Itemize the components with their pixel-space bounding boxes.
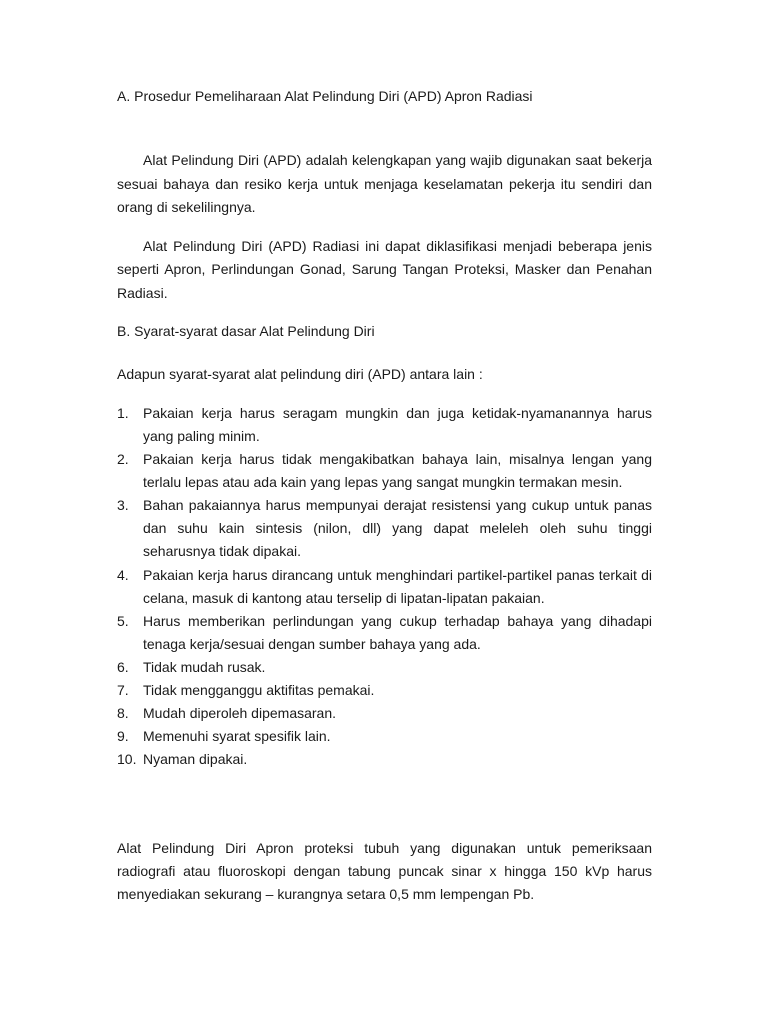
paragraph-3-line: radiografi atau fluoroskopi dengan tabung puncak sinar x hingga 150 kVp harus: [117, 863, 652, 879]
paragraph-1-line: Alat Pelindung Diri (APD) adalah kelengkapan yang wajib digunakan saat bekerja: [143, 152, 652, 168]
list-item-text: Tidak mudah rusak.: [143, 659, 266, 675]
list-item-number: 2.: [117, 451, 129, 467]
heading-a: A. Prosedur Pemeliharaan Alat Pelindung Diri (APD) Apron Radiasi: [117, 88, 533, 104]
paragraph-1-line: sesuai bahaya dan resiko kerja untuk menjaga keselamatan pekerja itu sendiri dan: [117, 176, 652, 192]
list-item-text: seharusnya tidak dipakai.: [143, 543, 301, 559]
list-item-text: Pakaian kerja harus seragam mungkin dan juga ketidak-nyamanannya harus: [143, 405, 652, 421]
list-item-number: 5.: [117, 613, 129, 629]
paragraph-3-line: Alat Pelindung Diri Apron proteksi tubuh yang digunakan untuk pemeriksaan: [117, 840, 652, 856]
list-item-text: dan suhu kain sintesis (nilon, dll) yang dapat meleleh oleh suhu tinggi: [143, 520, 652, 536]
list-item-text: Memenuhi syarat spesifik lain.: [143, 728, 331, 744]
list-item-text: terlalu lepas atau ada kain yang lepas yang sangat mungkin termakan mesin.: [143, 474, 623, 490]
list-item-number: 9.: [117, 728, 129, 744]
list-item-number: 8.: [117, 705, 129, 721]
paragraph-2-line: seperti Apron, Perlindungan Gonad, Sarung Tangan Proteksi, Masker dan Penahan: [117, 261, 652, 277]
list-item-text: tenaga kerja/sesuai dengan sumber bahaya yang ada.: [143, 636, 481, 652]
list-item-number: 3.: [117, 497, 129, 513]
list-item-number: 1.: [117, 405, 129, 421]
paragraph-2-line: Alat Pelindung Diri (APD) Radiasi ini dapat diklasifikasi menjadi beberapa jenis: [143, 238, 652, 254]
list-item-number: 7.: [117, 682, 129, 698]
list-item-text: Bahan pakaiannya harus mempunyai derajat resistensi yang cukup untuk panas: [143, 497, 652, 513]
paragraph-2-line: Radiasi.: [117, 285, 168, 301]
list-item-text: Pakaian kerja harus dirancang untuk menghindari partikel-partikel panas terkait di: [143, 567, 652, 583]
list-item-text: celana, masuk di kantong atau terselip di lipatan-lipatan pakaian.: [143, 590, 545, 606]
list-item-number: 6.: [117, 659, 129, 675]
paragraph-1-line: orang di sekelilingnya.: [117, 199, 256, 215]
list-item-number: 4.: [117, 567, 129, 583]
paragraph-3-line: menyediakan sekurang – kurangnya setara 0,5 mm lempengan Pb.: [117, 886, 535, 902]
list-item-text: Tidak mengganggu aktifitas pemakai.: [143, 682, 375, 698]
list-item-text: Nyaman dipakai.: [143, 751, 248, 767]
list-item-number: 10.: [117, 751, 137, 767]
list-item-text: yang paling minim.: [143, 428, 260, 444]
list-item-text: Pakaian kerja harus tidak mengakibatkan bahaya lain, misalnya lengan yang: [143, 451, 652, 467]
list-item-text: Mudah diperoleh dipemasaran.: [143, 705, 337, 721]
heading-b: B. Syarat-syarat dasar Alat Pelindung Diri: [117, 323, 375, 339]
list-item-text: Harus memberikan perlindungan yang cukup terhadap bahaya yang dihadapi: [143, 613, 652, 629]
list-intro: Adapun syarat-syarat alat pelindung diri (APD) antara lain :: [117, 366, 483, 382]
